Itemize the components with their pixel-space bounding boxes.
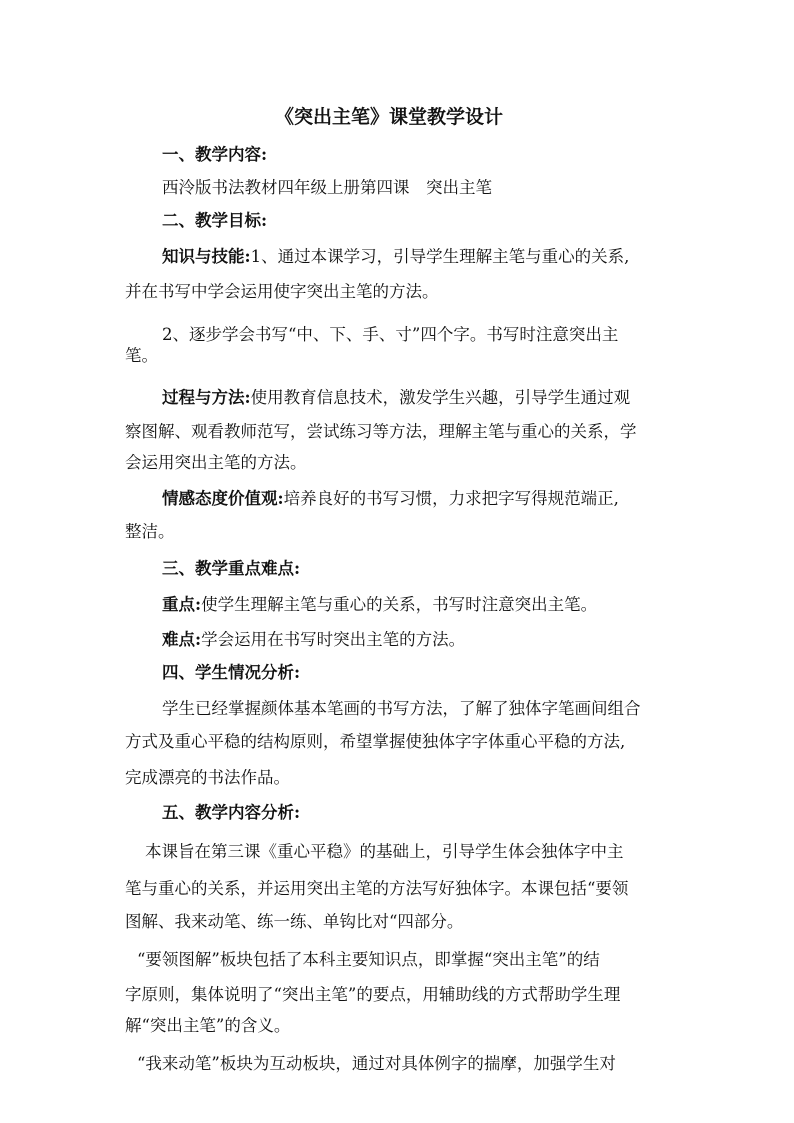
paragraph-line: 西泠版书法教材四年级上册第四课 突出主笔 <box>162 178 492 197</box>
inline-label: 情感态度价值观: <box>162 489 284 508</box>
paragraph-line: 笔。 <box>125 346 158 365</box>
inline-text: 使用教育信息技术，激发学生兴趣，引导学生通过观 <box>250 388 631 407</box>
inline-label: 难点: <box>162 630 202 649</box>
section-heading: 二、教学目标: <box>162 211 268 230</box>
paragraph-line: 本课旨在第三课《重心平稳》的基础上，引导学生体会独体字中主 <box>145 842 624 861</box>
paragraph-line <box>162 628 465 652</box>
paragraph-line: 整洁。 <box>125 522 175 541</box>
inline-label: 过程与方法: <box>162 388 251 407</box>
paragraph-line <box>162 487 619 511</box>
inline-label: 重点: <box>162 595 202 614</box>
paragraph-line <box>162 245 629 269</box>
paragraph-line: 字原则，集体说明了“突出主笔”的要点，用辅助线的方式帮助学生理 <box>125 985 621 1004</box>
inline-text: 培养良好的书写习惯，力求把字写得规范端正, <box>283 489 619 508</box>
paragraph-line: 解“突出主笔”的含义。 <box>125 1016 291 1035</box>
inline-text: 使学生理解主笔与重心的关系，书写时注意突出主笔。 <box>201 595 598 614</box>
paragraph-line: 方式及重心平稳的结构原则，希望掌握使独体字字体重心平稳的方法, <box>125 732 626 751</box>
paragraph-line: 图解、我来动笔、练一练、单钩比对“四部分。 <box>125 912 464 931</box>
section-heading: 三、教学重点难点: <box>162 559 301 578</box>
paragraph-line: 察图解、观看教师范写，尝试练习等方法，理解主笔与重心的关系，学 <box>125 422 637 441</box>
paragraph-line: 2、逐步学会书写“中、下、手、寸”四个字。书写时注意突出主 <box>162 325 619 344</box>
paragraph-line: “我来动笔”板块为互动板块，通过对具体例字的揣摩，加强学生对 <box>137 1054 616 1073</box>
inline-text: 1、通过本课学习，引导学生理解主笔与重心的关系, <box>250 247 630 266</box>
paragraph-line: 并在书写中学会运用使字突出主笔的方法。 <box>125 282 439 301</box>
inline-text: 学会运用在书写时突出主笔的方法。 <box>201 630 466 649</box>
section-heading: 一、教学内容: <box>162 145 268 164</box>
inline-label: 知识与技能: <box>162 247 251 266</box>
page-title: 《突出主笔》课堂教学设计 <box>275 106 504 128</box>
paragraph-line: 学生已经掌握颜体基本笔画的书写方法，了解了独体字笔画间组合 <box>162 699 641 718</box>
paragraph-line: 完成漂亮的书法作品。 <box>125 768 290 787</box>
section-heading: 五、教学内容分析: <box>162 803 301 822</box>
section-heading: 四、学生情况分析: <box>162 663 301 682</box>
paragraph-line: 会运用突出主笔的方法。 <box>125 453 307 472</box>
paragraph-line <box>162 386 630 410</box>
paragraph-line: “要领图解”板块包括了本科主要知识点，即掌握“突出主笔”的结 <box>137 950 600 969</box>
paragraph-line: 笔与重心的关系，并运用突出主笔的方法写好独体字。本课包括“要领 <box>125 879 629 898</box>
paragraph-line <box>162 593 597 617</box>
